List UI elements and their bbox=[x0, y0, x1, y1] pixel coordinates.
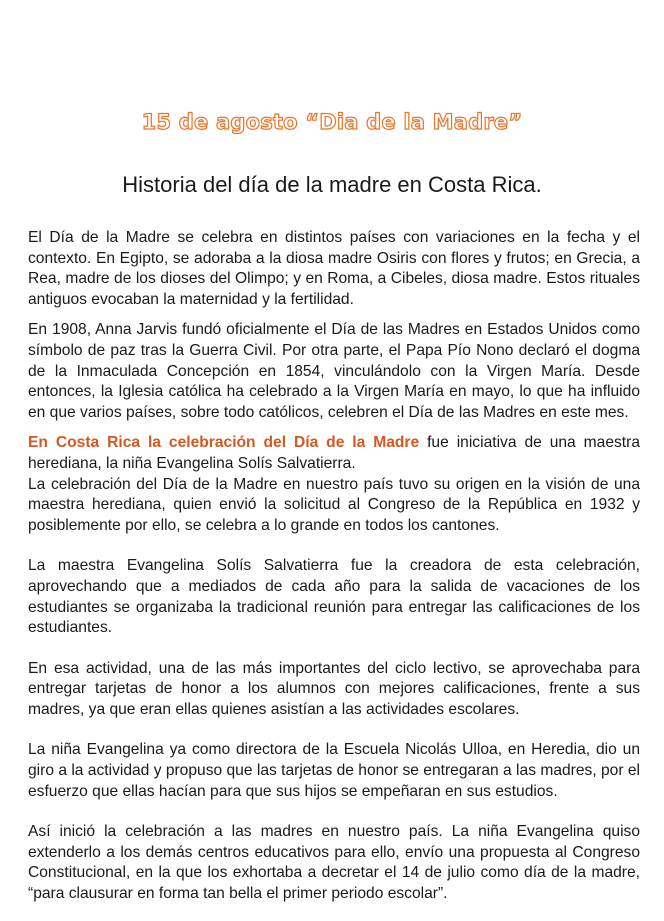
paragraph-congress: Así inició la celebración a las madres en nuestro país. La niña Evangelina quiso extenderlo a los demás centros educativos para ello, envío una propuesta al Congreso Constitucional, en la que los exhortaba a decretar el 14 de julio como día de la madre, “para clausurar en forma tan bella el primer periodo escolar”. bbox=[28, 823, 640, 903]
paragraph-origins-ancient: El Día de la Madre se celebra en distintos países con variaciones en la fecha y el contexto. En Egipto, se adoraba a la diosa madre Osiris con flores y frutos; en Grecia, a Rea, madre de los dioses del Olimpo; y en Roma, a Cibeles, diosa madre. Estos rituales antiguos evocaban la maternidad y la fertilidad. bbox=[28, 229, 640, 308]
page-title: 15 de agosto “Dia de la Madre” bbox=[141, 110, 523, 134]
document-body bbox=[28, 228, 640, 905]
paragraph-creator: La maestra Evangelina Solís Salvatierra fue la creadora de esta celebración, aprovechando que a mediados de cada año para la salida de vacaciones de los estudiantes se organizaba la tradicional reunión para entregar las calificaciones de los estudiantes. bbox=[28, 557, 640, 637]
paragraph-anna-jarvis: En 1908, Anna Jarvis fundó oficialmente el Día de las Madres en Estados Unidos como símbolo de paz tras la Guerra Civil. Por otra parte, el Papa Pío Nono declaró el dogma de la Inmaculada Concepción en 1854, vinculándolo con la Virgen María. Desde entonces, la Iglesia católica ha celebrado a la Virgen María en mayo, lo que ha influido en que varios países, sobre todo católicos, celebren el Día de las Madres en este mes. bbox=[28, 321, 640, 421]
paragraph-origin-costa-rica: La celebración del Día de la Madre en nuestro país tuvo su origen en la visión de una maestra herediana, quien envió la solicitud al Congreso de la República en 1932 y posiblemente por ello, se celebra a lo grande en todos los cantones. bbox=[28, 475, 640, 534]
highlight-rest-text: fue iniciativa de una maestra herediana, la niña Evangelina Solís Salvatierra. bbox=[28, 434, 640, 472]
paragraph-director: La niña Evangelina ya como directora de la Escuela Nicolás Ulloa, en Heredia, dio un giro a la actividad y propuso que las tarjetas de honor se entregaran a las madres, por el esfuerzo que ellas hacían para que sus hijos se empeñaran en sus estudios. bbox=[28, 741, 640, 800]
page-subtitle: Historia del día de la madre en Costa Rica. bbox=[122, 172, 542, 197]
highlight-text: En Costa Rica la celebración del Día de la Madre bbox=[28, 434, 420, 452]
paragraph-activity: En esa actividad, una de las más importantes del ciclo lectivo, se aprovechaba para entregar tarjetas de honor a los alumnos con mejores calificaciones, frente a sus madres, ya que eran ellas quienes asistían a las actividades escolares. bbox=[28, 659, 640, 718]
paragraph-costa-rica-intro bbox=[28, 433, 640, 474]
